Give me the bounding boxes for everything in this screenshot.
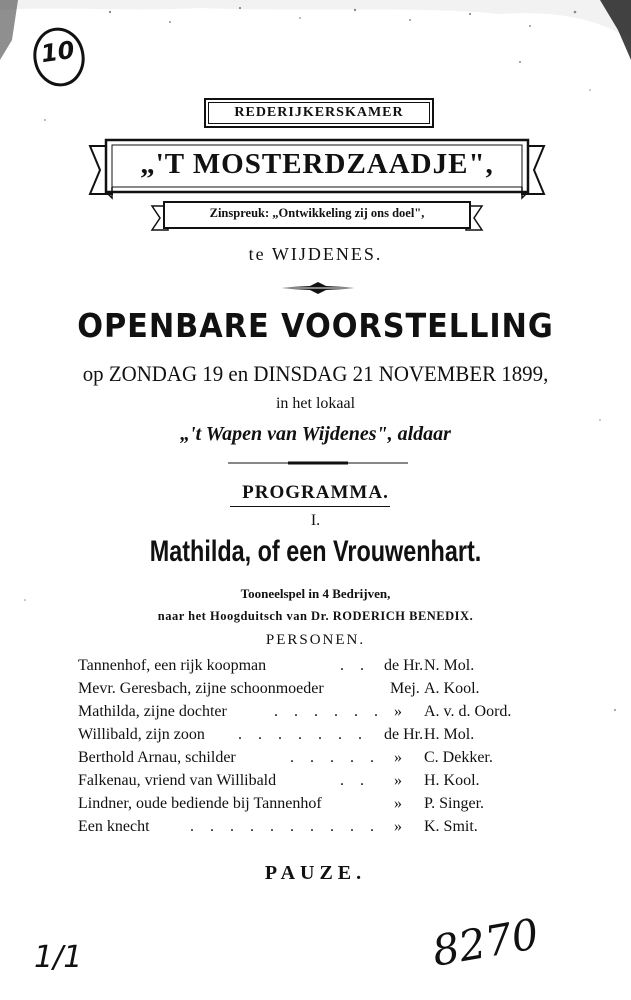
society-title: „'T MOSTERDZAADJE", xyxy=(140,148,494,180)
cast-role: Mathilda, zijne dochter xyxy=(78,703,227,720)
program-heading-underline xyxy=(230,506,390,508)
motto: Zinspreuk: „Ontwikkeling zij ons doel", xyxy=(209,206,425,220)
cast-role: Willibald, zijn zoon xyxy=(78,726,205,743)
cast-leader-dots: . . xyxy=(340,657,370,674)
cast-actor: N. Mol. xyxy=(424,657,475,674)
cast-title-mark: » xyxy=(394,795,402,812)
cast-leader-dots: . . . . . . xyxy=(274,703,384,720)
cast-title-mark: » xyxy=(394,772,402,789)
cast-role: Mevr. Geresbach, zijne schoonmoeder xyxy=(78,680,324,697)
cast-row xyxy=(78,680,548,702)
cast-role: Falkenau, vriend van Willibald xyxy=(78,772,277,789)
cast-leader-dots: . . . . . . . xyxy=(238,726,368,743)
cast-actor: C. Dekker. xyxy=(424,749,493,766)
cast-row xyxy=(78,703,548,725)
program-heading: PROGRAMMA. xyxy=(242,482,389,503)
cast-actor: A. v. d. Oord. xyxy=(424,703,512,720)
location-intro: in het lokaal xyxy=(275,395,356,412)
cast-row xyxy=(78,657,548,679)
cast-actor: H. Mol. xyxy=(424,726,475,743)
cast-row xyxy=(78,749,548,771)
intermission: PAUZE. xyxy=(264,862,367,884)
cast-role: Een knecht xyxy=(78,818,150,835)
announcement-title: OPENBARE VOORSTELLING xyxy=(77,306,554,345)
cast-row xyxy=(78,726,548,748)
cast-title-mark: de Hr. xyxy=(384,726,424,743)
section-divider xyxy=(228,460,408,466)
cast-actor: H. Kool. xyxy=(424,772,480,789)
cast-actor: A. Kool. xyxy=(424,680,480,697)
ornament-divider xyxy=(270,282,366,294)
play-source: naar het Hoogduitsch van Dr. RODERICH BENEDIX. xyxy=(157,609,474,623)
part-number: I. xyxy=(310,512,321,529)
play-title: Mathilda, of een Vrouwenhart. xyxy=(149,535,482,568)
society-name: REDERIJKERSKAMER xyxy=(234,105,404,120)
society-banner xyxy=(204,98,434,128)
cast-leader-dots: . . xyxy=(340,772,370,789)
cast-actor: P. Singer. xyxy=(424,795,485,812)
cast-leader-dots: . . . . . . . . . . xyxy=(190,818,380,835)
cast-role: Lindner, oude bediende bij Tannenhof xyxy=(78,795,322,812)
cast-title-mark: » xyxy=(394,749,402,766)
cast-role: Tannenhof, een rijk koopman xyxy=(78,657,267,674)
cast-leader-dots: . . . . . xyxy=(290,749,380,766)
cast-title-mark: » xyxy=(394,703,402,720)
cast-title-mark: » xyxy=(394,818,402,835)
handwritten-number: 10 xyxy=(39,35,77,69)
performance-dates: op ZONDAG 19 en DINSDAG 21 NOVEMBER 1899, xyxy=(82,361,549,386)
cast-row xyxy=(78,795,548,817)
cast-title-mark: de Hr. xyxy=(384,657,424,674)
handwritten-fraction: 1/1 xyxy=(34,940,83,975)
cast-role: Berthold Arnau, schilder xyxy=(78,749,236,766)
cast-actor: K. Smit. xyxy=(424,818,478,835)
place-line: te WIJDENES. xyxy=(248,244,383,264)
cast-row xyxy=(78,818,548,840)
cast-row xyxy=(78,772,548,794)
venue: „'t Wapen van Wijdenes", aldaar xyxy=(180,423,451,445)
cast-title-mark: Mej. xyxy=(390,680,420,697)
play-genre: Tooneelspel in 4 Bedrijven, xyxy=(240,586,391,601)
cast-heading: PERSONEN. xyxy=(265,632,366,648)
handwritten-inventory-number: 8270 xyxy=(428,909,543,976)
